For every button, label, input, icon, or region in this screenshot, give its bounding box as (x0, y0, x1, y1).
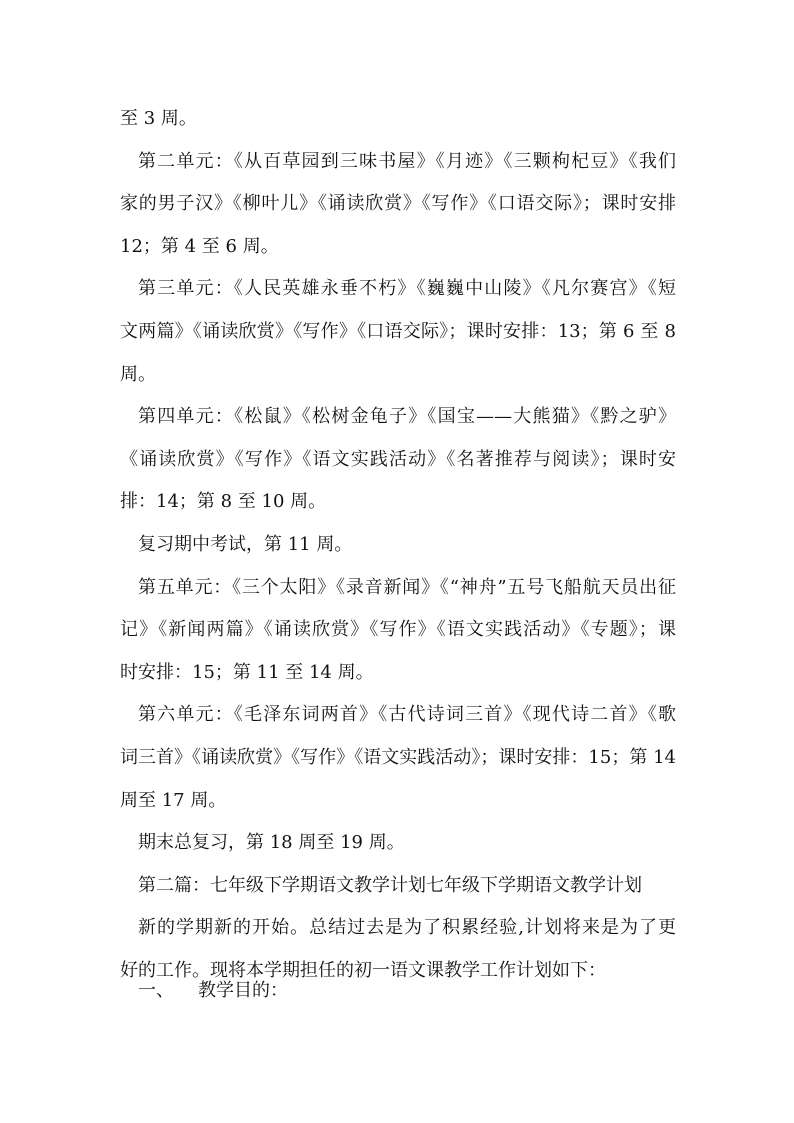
text-line: 《诵读欣赏》《写作》《语文实践活动》《名著推荐与阅读》；课时安 (120, 448, 676, 470)
text-line: 记》《新闻两篇》《诵读欣赏》《写作》《语文实践活动》《专题》；课 (120, 619, 676, 641)
text-line: 好的工作。现将本学期担任的初一语文课教学工作计划如下： (120, 959, 606, 981)
text-line: 周。 (120, 363, 156, 385)
section-number: 一、 (138, 980, 174, 1001)
section-label: 教学目的： (198, 980, 288, 1001)
text-line: 文两篇》《诵读欣赏》《写作》《口语交际》；课时安排：13；第 6 至 8 (120, 320, 676, 342)
text-line: 12；第 4 至 6 周。 (120, 235, 279, 257)
section-heading (120, 970, 288, 1013)
document-body (120, 98, 676, 992)
text-line: 新的学期新的开始。总结过去是为了积累经验,计划将来是为了更 (138, 917, 676, 939)
text-line: 第三单元：《人民英雄永垂不朽》《巍巍中山陵》《凡尔赛宫》《短 (138, 278, 676, 300)
text-line: 至 3 周。 (120, 108, 197, 129)
text-line: 第四单元：《松鼠》《松树金龟子》《国宝——大熊猫》《黔之驴》 (138, 406, 676, 428)
text-line: 第六单元：《毛泽东词两首》《古代诗词三首》《现代诗二首》《歌 (138, 704, 676, 726)
text-line: 时安排：15；第 11 至 14 周。 (120, 661, 374, 683)
text-line: 期末总复习，第 18 周至 19 周。 (138, 832, 405, 854)
text-line: 第二单元：《从百草园到三味书屋》《月迹》《三颗枸杞豆》《我们 (138, 150, 676, 172)
text-line: 家的男子汉》《柳叶儿》《诵读欣赏》《写作》《口语交际》；课时安排 (120, 193, 676, 215)
text-line: 词三首》《诵读欣赏》《写作》《语文实践活动》；课时安排：15；第 14 (120, 746, 676, 768)
text-line: 周至 17 周。 (120, 789, 227, 811)
text-line: 排：14；第 8 至 10 周。 (120, 491, 327, 513)
text-line: 第五单元：《三个太阳》《录音新闻》《“神舟”五号飞船航天员出征 (138, 576, 676, 598)
text-line: 第二篇：七年级下学期语文教学计划七年级下学期语文教学计划 (138, 874, 642, 896)
text-line: 复习期中考试，第 11 周。 (138, 533, 353, 555)
